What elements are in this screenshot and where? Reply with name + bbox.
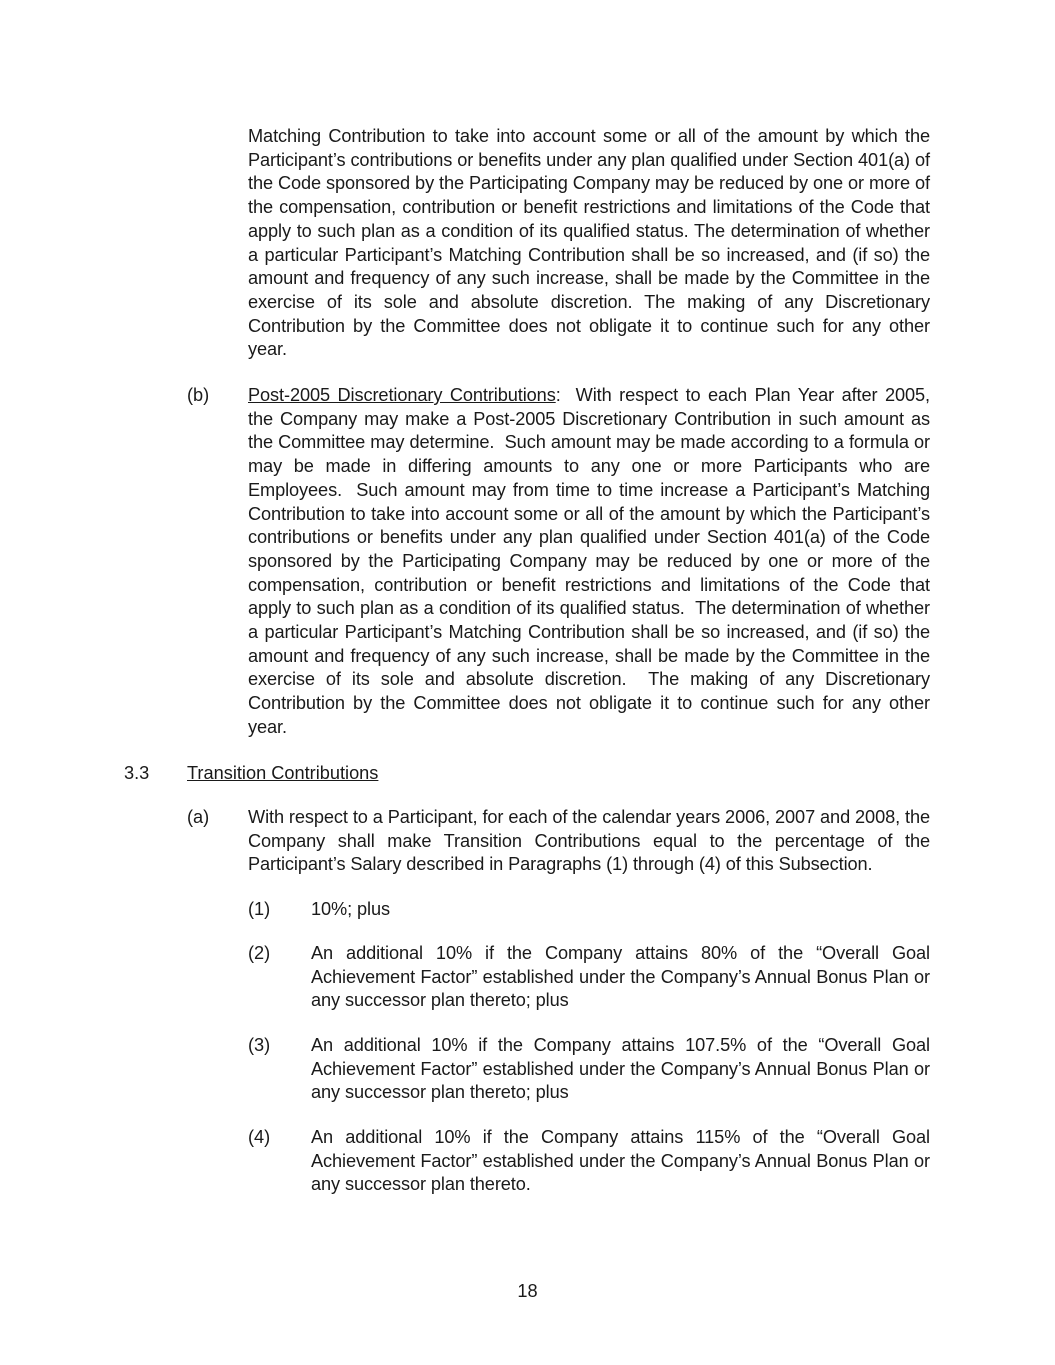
- page-number: 18: [517, 1281, 538, 1301]
- paragraph-3-text: An additional 10% if the Company attains 107.5% of the “Overall Goal Achievement Factor” established under the Company’s Annual Bonus Plan or any successor plan thereto; plus: [311, 1035, 930, 1103]
- section-b-heading: Post-2005 Discretionary Contributions: [248, 385, 556, 405]
- section-b-paragraph: [248, 384, 935, 740]
- paragraph-2-marker: (2): [248, 943, 271, 963]
- paragraph-1-text: 10%; plus: [311, 899, 390, 919]
- paragraph-4-text: An additional 10% if the Company attains 115% of the “Overall Goal Achievement Factor” established under the Company’s Annual Bonus Plan or any successor plan thereto.: [311, 1127, 930, 1195]
- continuation-paragraph: Matching Contribution to take into account some or all of the amount by which the Participant’s contributions or benefits under any plan qualified under Section 401(a) of the Code sponsored by the Participating Company may be reduced by one or more of the compensation, contribution or benefit restrictions and limitations of the Code that apply to such plan as a condition of its qualified status. The determination of whether a particular Participant’s Matching Contribution shall be so increased, and (if so) the amount and frequency of any such increase, shall be made by the Committee in the exercise of its sole and absolute discretion. The making of any Discretionary Contribution by the Committee does not obligate it to continue such for any other year.: [248, 126, 930, 360]
- paragraph-4-marker: (4): [248, 1127, 271, 1147]
- section-b-separator: :: [555, 385, 561, 405]
- paragraph-2-text: An additional 10% if the Company attains 80% of the “Overall Goal Achievement Factor” established under the Company’s Annual Bonus Plan or any successor plan thereto; plus: [311, 943, 930, 1011]
- section-3-3-number: 3.3: [124, 763, 150, 783]
- section-b-text: With respect to each Plan Year after 2005, the Company may make a Post-2005 Discretionary Contribution in such amount as the Committee may determine. Such amount may be made according to a formula or may be made in differing amounts to any one or more Participants who are Employees. Such amount may from time to time increase a Participant’s Matching Contribution to take into account some or all of the amount by which the Participant’s contributions or benefits under any plan qualified under Section 401(a) of the Code sponsored by the Participating Company may be reduced by one or more of the compensation, contribution or benefit restrictions and limitations of the Code that apply to such plan as a condition of its qualified status. The determination of whether a particular Participant’s Matching Contribution shall be so increased, and (if so) the amount and frequency of any such increase, shall be made by the Committee in the exercise of its sole and absolute discretion. The making of any Discretionary Contribution by the Committee does not obligate it to continue such for any other year.: [248, 385, 935, 737]
- section-3-3-heading: Transition Contributions: [187, 763, 379, 783]
- paragraph-1-marker: (1): [248, 899, 271, 919]
- subsection-a-marker: (a): [187, 807, 210, 827]
- subsection-a-paragraph: With respect to a Participant, for each of the calendar years 2006, 2007 and 2008, the Company shall make Transition Contributions equal to the percentage of the Participant’s Salary described in Paragraphs (1) through (4) of this Subsection.: [248, 807, 930, 875]
- section-b-marker: (b): [187, 385, 210, 405]
- paragraph-3-marker: (3): [248, 1035, 271, 1055]
